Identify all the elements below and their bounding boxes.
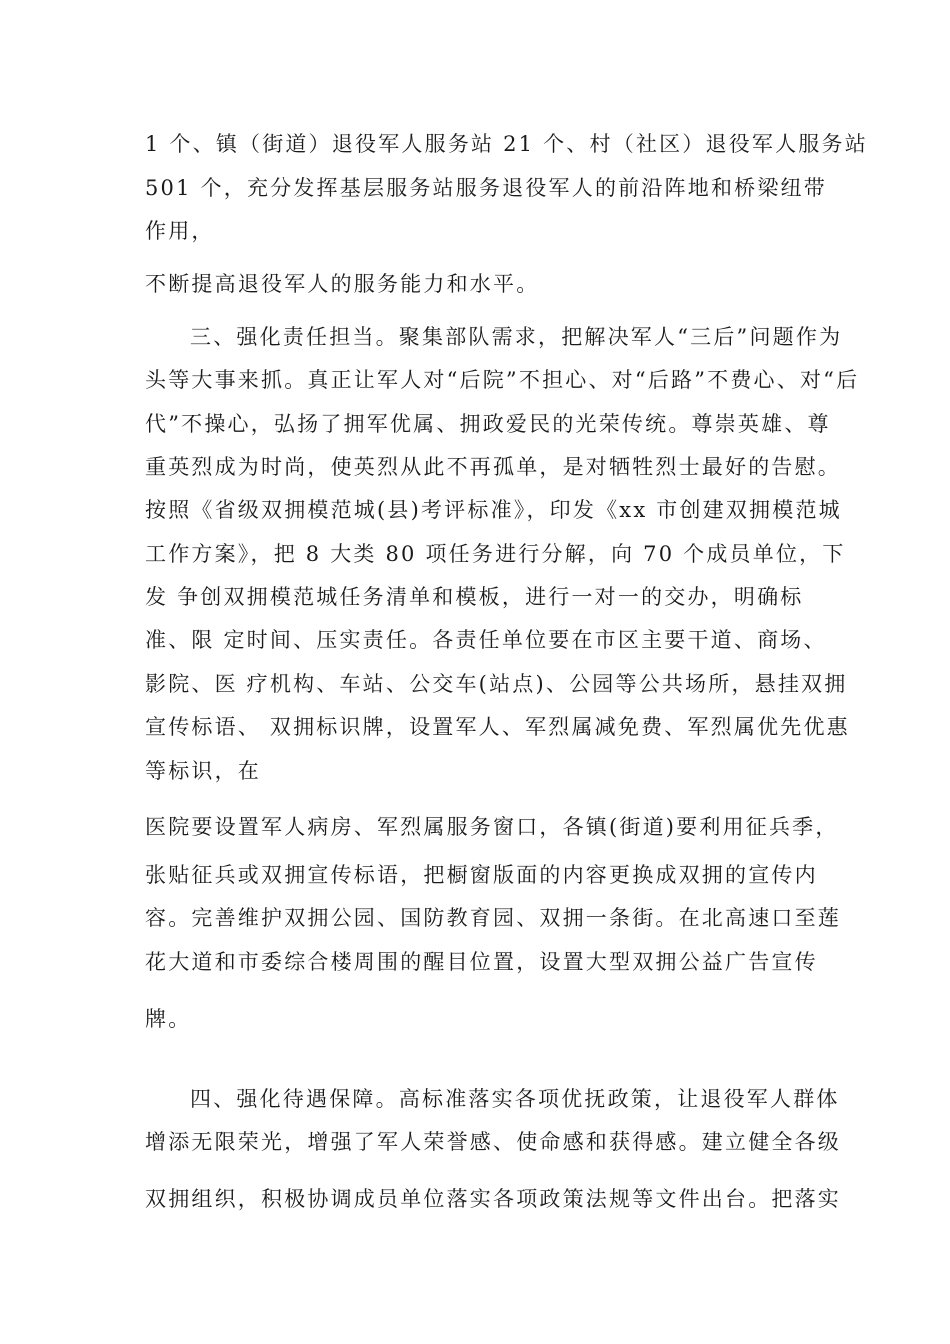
- text-line: 头等大事来抓。真正让军人对“后院”不担心、对“后路”不费心、对“后: [145, 368, 860, 392]
- text-line: 代”不操心，弘扬了拥军优属、拥政爱民的光荣传统。尊崇英雄、尊: [145, 412, 831, 436]
- text-line: 增添无限荣光，增强了军人荣誉感、使命感和获得感。建立健全各级: [145, 1130, 841, 1154]
- text-line: 发 争创双拥模范城任务清单和模板，进行一对一的交办，明确标: [145, 585, 804, 609]
- text-line: 按照《省级双拥模范城(县)考评标准》，印发《xx 市创建双拥模范城: [145, 498, 842, 522]
- text-line: 花大道和市委综合楼周围的醒目位置，设置大型双拥公益广告宣传: [145, 950, 818, 974]
- text-line: 501 个，充分发挥基层服务站服务退役军人的前沿阵地和桥梁纽带: [145, 176, 827, 200]
- text-line: 等标识，在: [145, 759, 261, 783]
- text-line: 不断提高退役军人的服务能力和水平。: [145, 272, 540, 296]
- text-line: 影院、医 疗机构、车站、公交车(站点)、公园等公共场所，悬挂双拥: [145, 672, 848, 696]
- text-line: 重英烈成为时尚，使英烈从此不再孤单，是对牺牲烈士最好的告慰。: [145, 455, 841, 479]
- paragraph-four-heading-line: 四、强化待遇保障。高标准落实各项优抚政策，让退役军人群体: [190, 1087, 840, 1111]
- text-line: 容。完善维护双拥公园、国防教育园、双拥一条街。在北高速口至莲: [145, 906, 841, 930]
- text-line: 宣传标语、 双拥标识牌，设置军人、军烈属减免费、军烈属优先优惠: [145, 715, 850, 739]
- paragraph-three-heading-line: 三、强化责任担当。聚集部队需求，把解决军人“三后”问题作为: [190, 325, 843, 349]
- text-line: 牌。: [145, 1007, 192, 1031]
- text-line: 双拥组织，积极协调成员单位落实各项政策法规等文件出台。把落实: [145, 1187, 841, 1211]
- text-line: 1 个、镇（街道）退役军人服务站 21 个、村（社区）退役军人服务站: [145, 132, 868, 156]
- text-line: 医院要设置军人病房、军烈属服务窗口，各镇(街道)要利用征兵季，: [145, 815, 839, 839]
- text-line: 张贴征兵或双拥宣传标语，把橱窗版面的内容更换成双拥的宣传内: [145, 863, 818, 887]
- text-line: 作用，: [145, 219, 215, 243]
- text-line: 工作方案》，把 8 大类 80 项任务进行分解，向 70 个成员单位，下: [145, 542, 846, 566]
- text-line: 准、限 定时间、压实责任。各责任单位要在市区主要干道、商场、: [145, 628, 827, 652]
